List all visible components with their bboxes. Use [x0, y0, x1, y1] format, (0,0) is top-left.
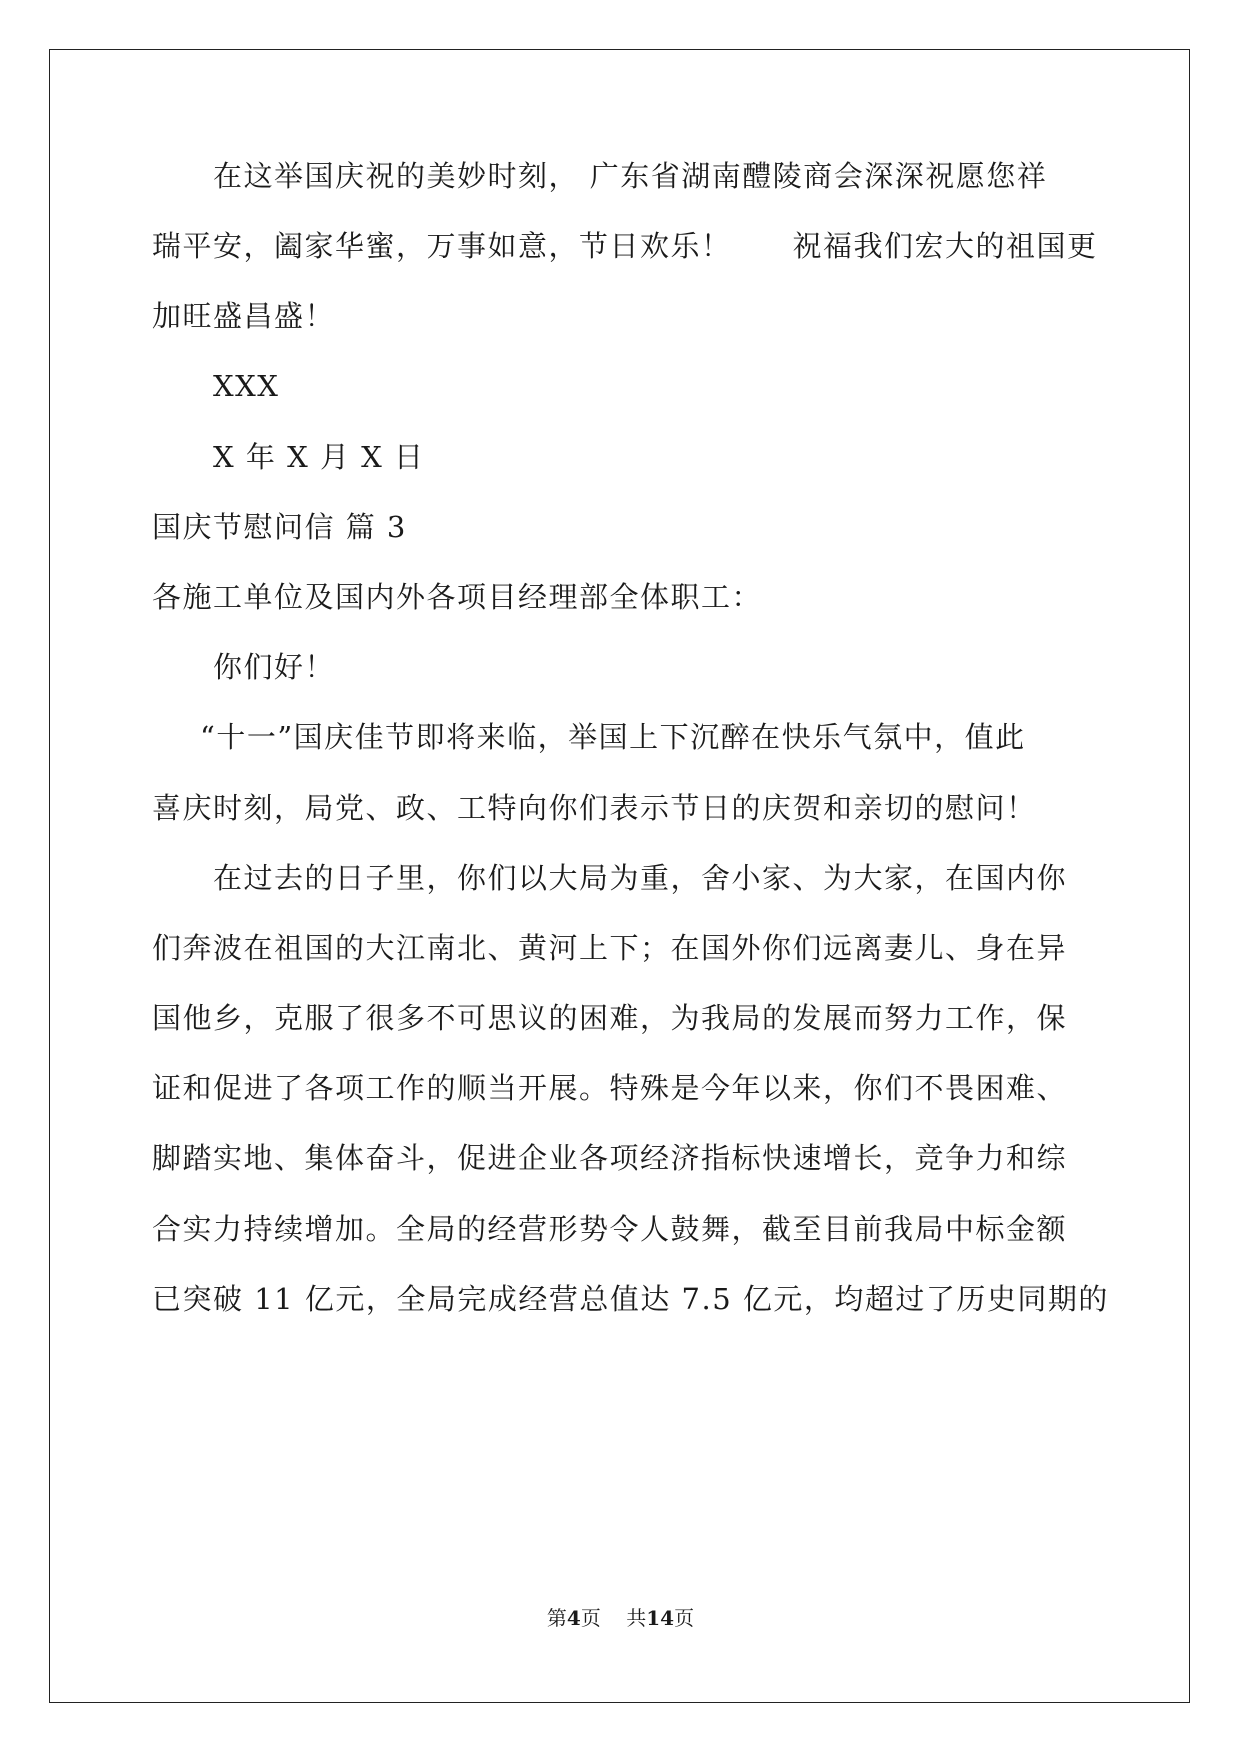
footer-total-suffix: 页: [674, 1606, 695, 1630]
footer-total-prefix: 共: [626, 1606, 647, 1630]
body-line-13: 国他乡，克服了很多不可思议的困难，为我局的发展而努力工作，保: [152, 1001, 1068, 1035]
body-line-10: 喜庆时刻，局党、政、工特向你们表示节日的庆贺和亲切的慰问！: [152, 791, 1037, 825]
salutation: 各施工单位及国内外各项目经理部全体职工：: [152, 580, 763, 614]
body-line-16: 合实力持续增加。全局的经营形势令人鼓舞，截至目前我局中标金额: [152, 1212, 1068, 1246]
signature: XXX: [213, 369, 280, 403]
greeting: 你们好！: [213, 650, 336, 684]
footer-total-pages: 14: [646, 1606, 675, 1630]
body-line-1: 在这举国庆祝的美妙时刻， 广东省湖南醴陵商会深深祝愿您祥: [213, 159, 1048, 193]
body-line-11: 在过去的日子里，你们以大局为重，舍小家、为大家，在国内你: [213, 861, 1068, 895]
footer-page-prefix: 第: [546, 1606, 567, 1630]
body-line-15: 脚踏实地、集体奋斗，促进企业各项经济指标快速增长，竞争力和综: [152, 1141, 1068, 1175]
body-line-17: 已突破 11 亿元，全局完成经营总值达 7.5 亿元，均超过了历史同期的: [152, 1282, 1109, 1316]
body-line-12: 们奔波在祖国的大江南北、黄河上下；在国外你们远离妻儿、身在异: [152, 931, 1068, 965]
footer-page-suffix: 页: [580, 1606, 601, 1630]
section-heading: 国庆节慰问信 篇 3: [152, 510, 407, 544]
date-line: X 年 X 月 X 日: [213, 440, 425, 474]
body-line-14: 证和促进了各项工作的顺当开展。特殊是今年以来，你们不畏困难、: [152, 1071, 1068, 1105]
body-line-2: 瑞平安，阖家华蜜，万事如意，节日欢乐！ 祝福我们宏大的祖国更: [152, 229, 1098, 263]
body-line-9: “十一”国庆佳节即将来临，举国上下沉醉在快乐气氛中，值此: [200, 720, 1026, 754]
body-line-3: 加旺盛昌盛！: [152, 299, 336, 333]
footer-current-page: 4: [566, 1606, 581, 1630]
page-footer: [0, 1606, 1241, 1630]
